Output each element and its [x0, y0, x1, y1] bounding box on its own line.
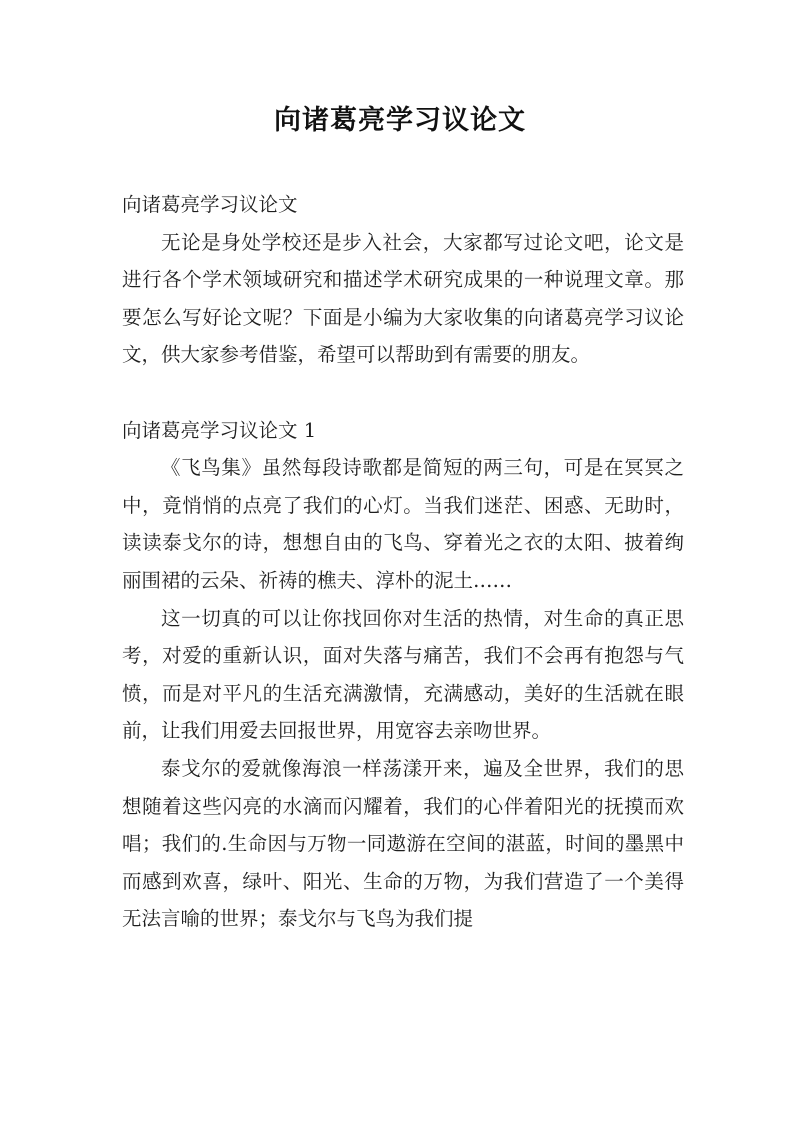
intro-paragraph: 无论是身处学校还是步入社会，大家都写过论文吧，论文是进行各个学术领域研究和描述学术研究成果的一种说理文章。那要怎么写好论文呢？下面是小编为大家收集的向诸葛亮学习议论文，供大家参考借鉴，希望可以帮助到有需要的朋友。 — [122, 230, 684, 367]
section-1-heading: 向诸葛亮学习议论文 1 — [122, 418, 317, 442]
section-1-paragraph-1: 《飞鸟集》虽然每段诗歌都是简短的两三句，可是在冥冥之中，竟悄悄的点亮了我们的心灯。当我们迷茫、困惑、无助时，读读泰戈尔的诗，想想自由的飞鸟、穿着光之衣的太阳、披着绚丽围裙的云朵、祈祷的樵夫、淳朴的泥土…… — [122, 456, 684, 592]
section-spacer — [122, 374, 684, 412]
section-1-paragraph-3: 泰戈尔的爱就像海浪一样荡漾开来，遍及全世界，我们的思想随着这些闪亮的水滴而闪耀着，我们的心伴着阳光的抚摸而欢唱；我们的.生命因与万物一同遨游在空间的湛蓝，时间的墨黑中而感到欢喜，绿叶、阳光、生命的万物，为我们营造了一个美得无法言喻的世界；泰戈尔与飞鸟为我们提 — [122, 756, 684, 931]
document-body — [122, 186, 684, 938]
section-1-paragraph-2: 这一切真的可以让你找回你对生活的热情，对生命的真正思考，对爱的重新认识，面对失落与痛苦，我们不会再有抱怨与气愤，而是对平凡的生活充满激情，充满感动，美好的生活就在眼前，让我们用爱去回报世界，用宽容去亲吻世界。 — [122, 606, 684, 743]
document-title: 向诸葛亮学习议论文 — [274, 105, 526, 136]
intro-heading: 向诸葛亮学习议论文 — [122, 193, 298, 216]
